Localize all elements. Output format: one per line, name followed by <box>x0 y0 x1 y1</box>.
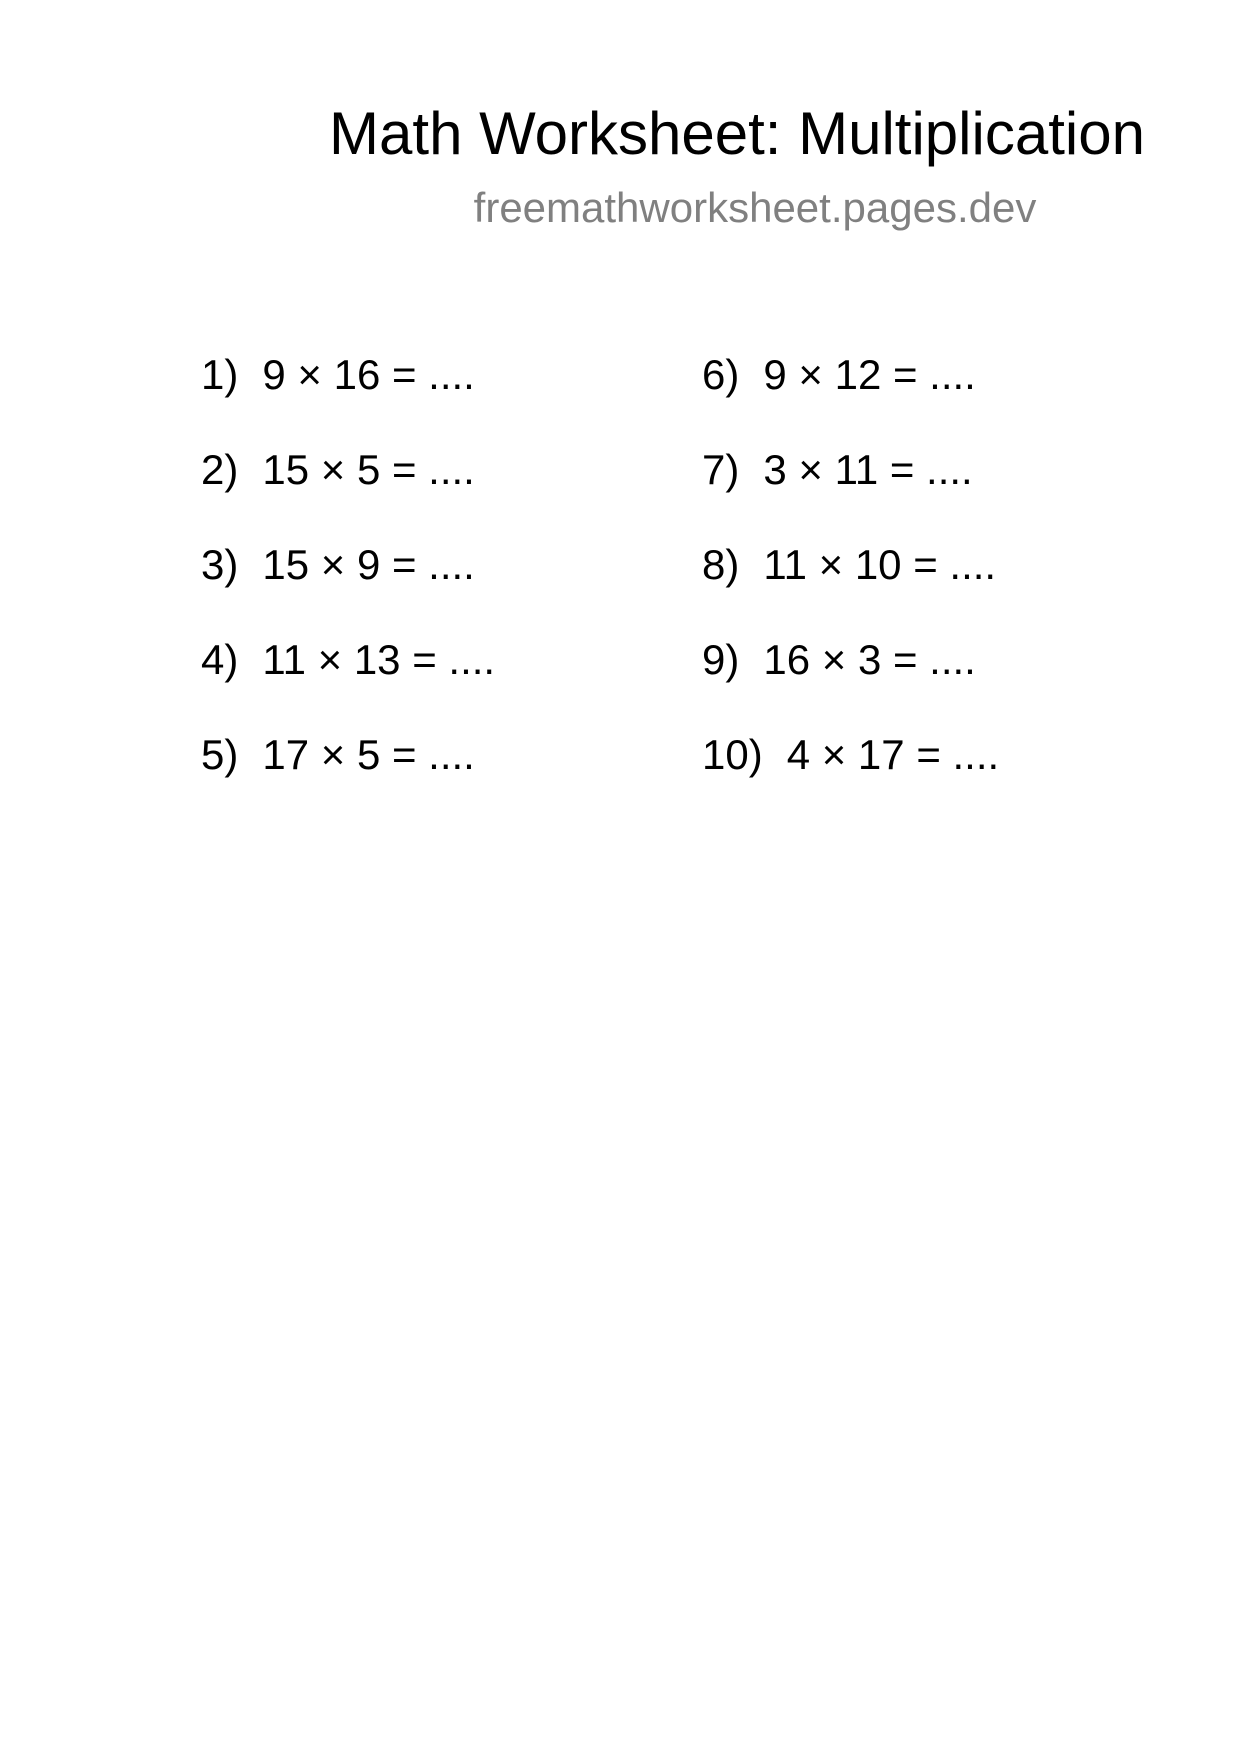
problems-left-column <box>201 350 661 825</box>
problem-item <box>702 635 1162 730</box>
problem-number: 3) <box>201 541 239 588</box>
problem-number: 7) <box>702 446 740 493</box>
problem-expression: 16 × 3 = .... <box>763 636 976 683</box>
problem-expression: 11 × 13 = .... <box>262 636 496 683</box>
problem-item <box>201 635 661 730</box>
problem-number: 9) <box>702 636 740 683</box>
problem-number: 2) <box>201 446 239 493</box>
problem-expression: 15 × 9 = .... <box>262 541 475 588</box>
problem-expression: 11 × 10 = .... <box>763 541 997 588</box>
page-title: Math Worksheet: Multiplication <box>329 100 1145 167</box>
problem-number: 1) <box>201 351 239 398</box>
problem-item <box>702 445 1162 540</box>
problem-number: 5) <box>201 731 239 778</box>
site-url: freemathworksheet.pages.dev <box>473 184 1037 231</box>
problem-item <box>702 730 1162 825</box>
problem-expression: 9 × 16 = .... <box>262 351 475 398</box>
problem-item <box>201 445 661 540</box>
problem-item <box>702 350 1162 445</box>
problem-expression: 15 × 5 = .... <box>262 446 475 493</box>
problem-item <box>201 350 661 445</box>
problem-item <box>201 540 661 635</box>
problem-expression: 9 × 12 = .... <box>763 351 976 398</box>
problem-item <box>201 730 661 825</box>
problem-number: 10) <box>702 731 763 778</box>
problem-expression: 3 × 11 = .... <box>763 446 973 493</box>
problem-item <box>702 540 1162 635</box>
problems-right-column <box>702 350 1162 825</box>
problem-number: 8) <box>702 541 740 588</box>
problem-expression: 4 × 17 = .... <box>786 731 1000 778</box>
problem-number: 4) <box>201 636 239 683</box>
problem-expression: 17 × 5 = .... <box>262 731 475 778</box>
problem-number: 6) <box>702 351 740 398</box>
